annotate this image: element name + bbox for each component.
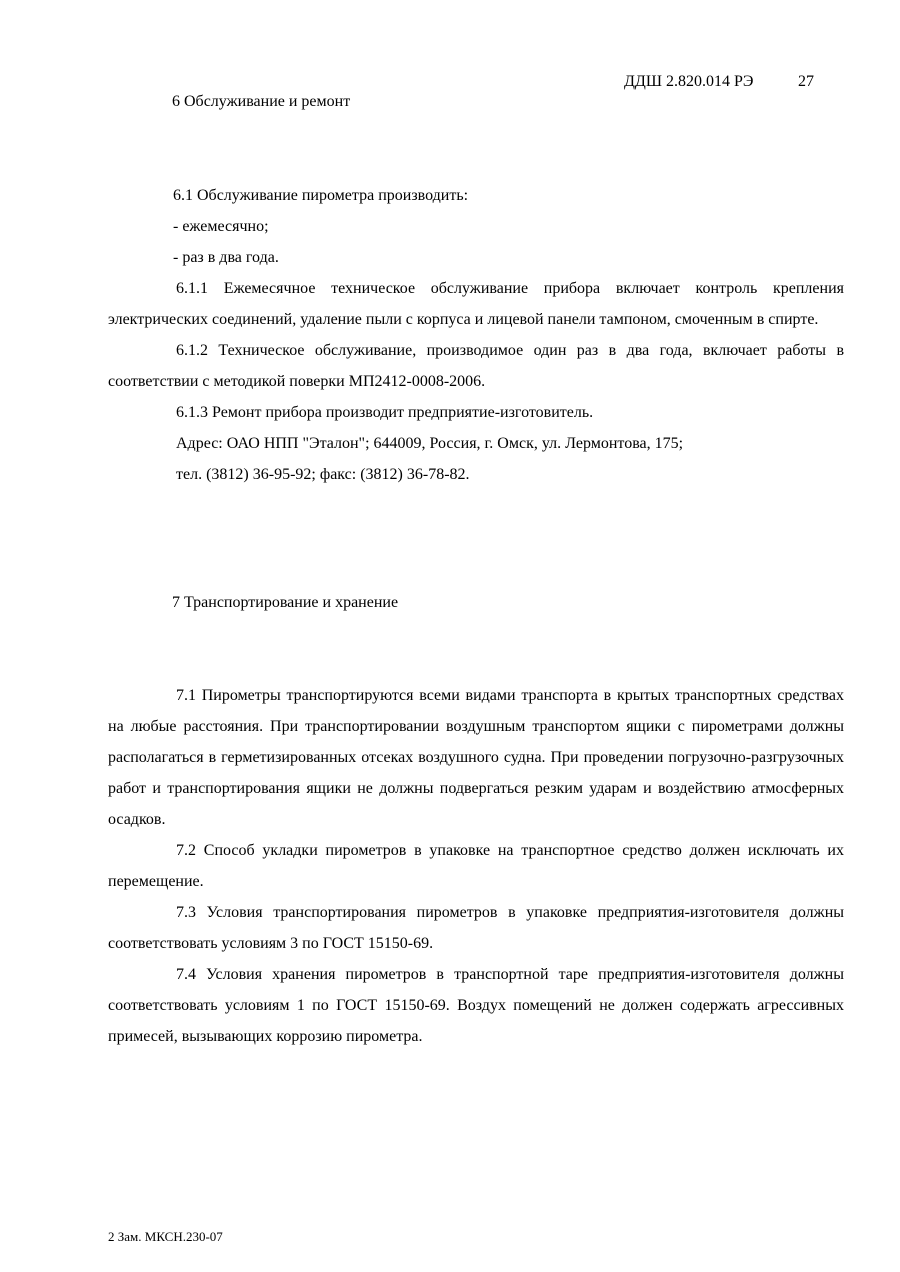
paragraph-6-1: 6.1 Обслуживание пирометра производить: [173, 187, 469, 204]
section-6-body [108, 180, 844, 490]
revision-note: 2 Зам. МКСН.230-07 [108, 1229, 223, 1244]
paragraph-7-1: 7.1 Пирометры транспортируются всеми видами транспорта в крытых транспортных средствах на любые расстояния. При транспортировании воздушным транспортом ящики с пирометрами должны располагаться в герметизированных отсеках воздушного судна. При проведении погрузочно-разгрузочных работ и транспортирования ящики не должны подвергаться резким ударам и воздействию атмосферных осадков. [108, 687, 844, 828]
manufacturer-phone: тел. (3812) 36-95-92; факс: (3812) 36-78-82. [176, 466, 470, 483]
paragraph-7-3: 7.3 Условия транспортирования пирометров в упаковке предприятия-изготовителя должны соответствовать условиям 3 по ГОСТ 15150-69. [108, 904, 844, 952]
paragraph-6-1-2: 6.1.2 Техническое обслуживание, производимое один раз в два года, включает работы в соответствии с методикой поверки МП2412-0008-2006. [108, 342, 844, 390]
section-7-title: 7 Транспортирование и хранение [172, 594, 399, 611]
paragraph-6-1-3: 6.1.3 Ремонт прибора производит предприятие-изготовитель. [176, 404, 594, 421]
section-7-body [108, 680, 844, 1052]
paragraph-7-4: 7.4 Условия хранения пирометров в транспортной таре предприятия-изготовителя должны соответствовать условиям 1 по ГОСТ 15150-69. Воздух помещений не должен содержать агрессивных примесей, вызывающих коррозию пирометра. [108, 966, 844, 1045]
paragraph-6-1-1: 6.1.1 Ежемесячное техническое обслуживание прибора включает контроль крепления электрических соединений, удаление пыли с корпуса и лицевой панели тампоном, смоченным в спирте. [108, 280, 844, 328]
list-item-monthly: - ежемесячно; [173, 218, 269, 235]
list-item-biennial: - раз в два года. [173, 249, 279, 266]
section-6-title: 6 Обслуживание и ремонт [172, 93, 351, 110]
document-code: ДДШ 2.820.014 РЭ [624, 73, 754, 90]
page-number: 27 [798, 73, 814, 90]
manufacturer-address: Адрес: ОАО НПП "Эталон"; 644009, Россия, г. Омск, ул. Лермонтова, 175; [176, 435, 684, 452]
paragraph-7-2: 7.2 Способ укладки пирометров в упаковке на транспортное средство должен исключать их перемещение. [108, 842, 844, 890]
